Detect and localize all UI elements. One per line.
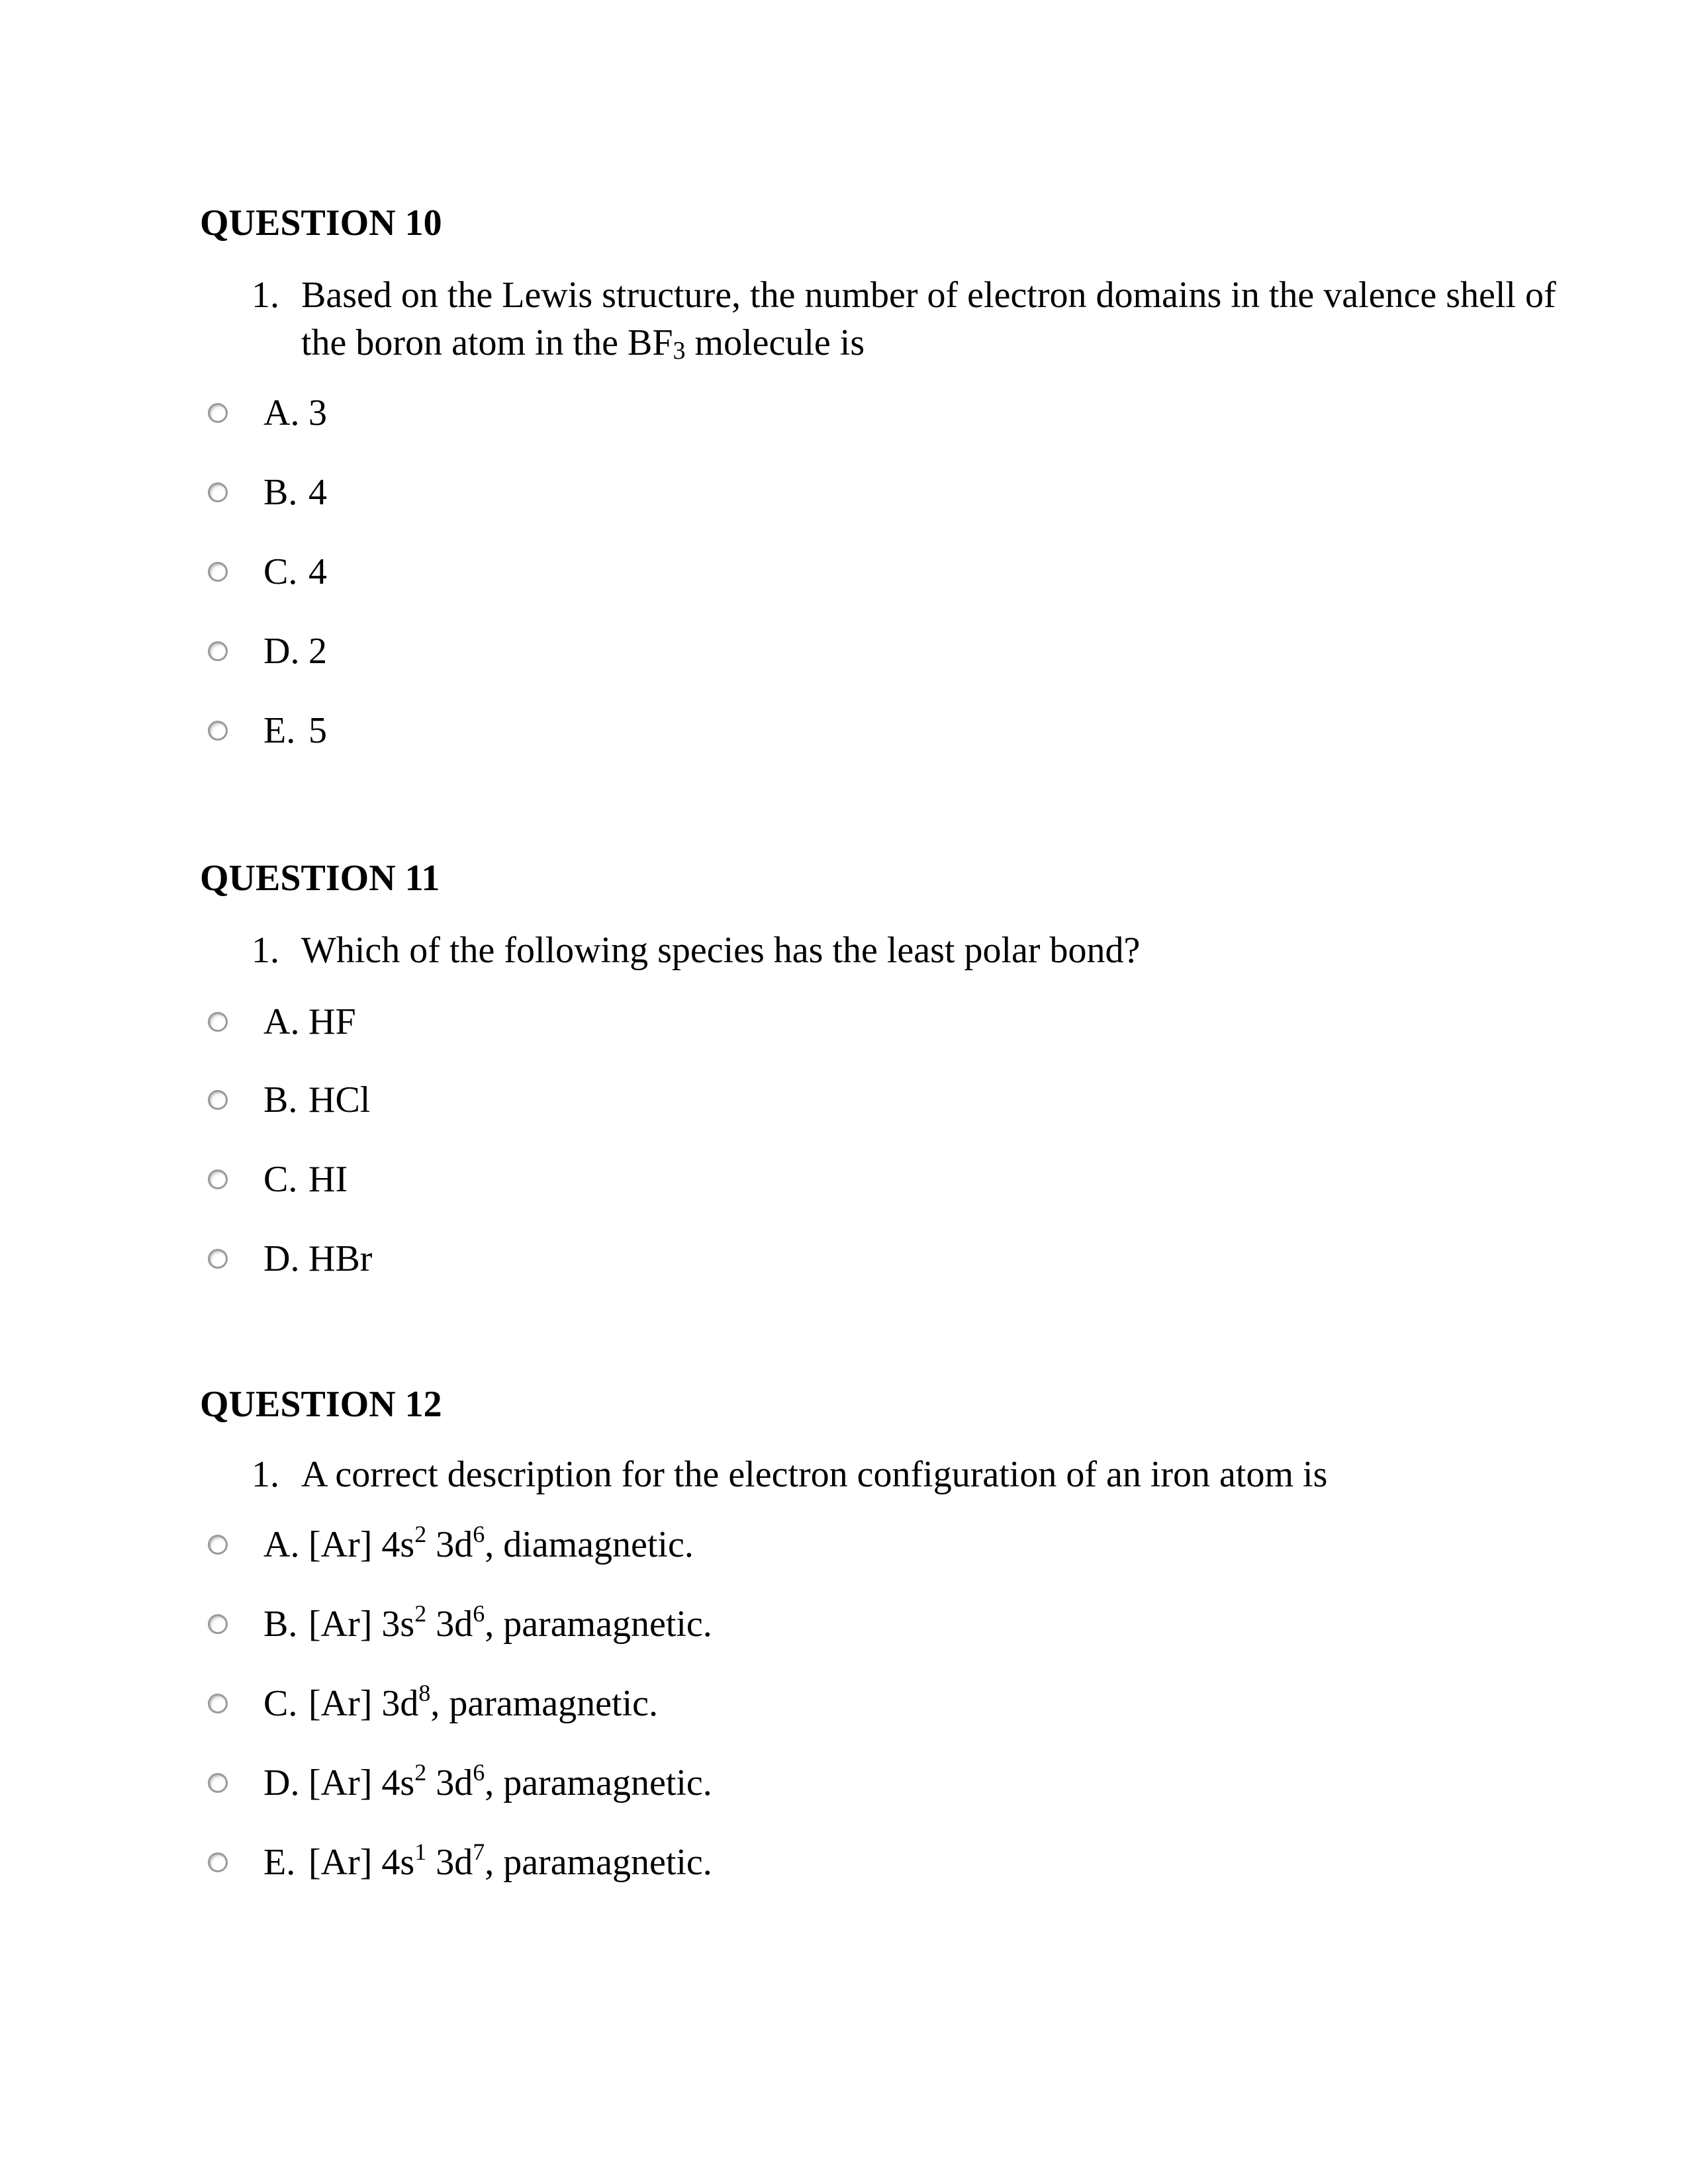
question-stem [252,1451,1562,1498]
option-letter: B. [263,472,298,513]
answer-option-b[interactable] [208,1079,1201,1121]
option-letter: E. [263,710,296,751]
option-text: HBr [308,1238,373,1279]
radio-button[interactable] [208,482,228,502]
item-number: 1. [252,1454,279,1495]
option-letter: C. [263,1683,298,1724]
option-letter: E. [263,1842,296,1883]
option-text: [Ar] $4s^2$ $3d^6$, diamagnetic. [308,1521,694,1565]
answer-option-c[interactable] [208,1158,1201,1201]
option-text: 5 [308,710,327,751]
option-letter: B. [263,1079,298,1120]
question-title: QUESTION 10 [200,203,442,244]
item-number: 1. [252,930,279,971]
question-text: Based on the Lewis structure, the number of electron domains in the valence shell of the boron atom in the $BF_3$ molecule is [301,275,1556,365]
option-letter: A. [263,392,300,433]
radio-button[interactable] [208,403,228,423]
radio-button[interactable] [208,1614,228,1634]
option-letter: A. [263,1524,300,1565]
answer-option-e[interactable] [208,1841,1201,1884]
option-text: 2 [308,631,327,672]
option-text: [Ar] $4s^1$ $3d^7$, paramagnetic. [308,1839,712,1883]
subscript: 3 [673,337,686,365]
option-text: [Ar] $3d^8$, paramagnetic. [308,1680,658,1724]
answer-option-b[interactable] [208,1600,1201,1645]
answer-option-d[interactable] [208,1759,1201,1804]
answer-option-c[interactable] [208,1682,1201,1725]
option-letter: D. [263,631,300,672]
question-stem [252,271,1562,367]
answer-option-a[interactable] [208,392,1201,434]
option-letter: B. [263,1604,298,1645]
radio-button[interactable] [208,1090,228,1110]
option-text: [Ar] $3s^2$ $3d^6$, paramagnetic. [308,1600,712,1645]
question-stem [252,927,1562,974]
radio-button[interactable] [208,1773,228,1793]
question-text: Which of the following species has the least polar bond? [301,930,1141,971]
answer-option-d[interactable] [208,1238,1201,1280]
answer-option-c[interactable] [208,551,1201,593]
radio-button[interactable] [208,1852,228,1872]
item-number: 1. [252,275,279,316]
radio-button[interactable] [208,1535,228,1555]
answer-option-a[interactable] [208,1001,1201,1043]
option-letter: D. [263,1762,300,1803]
option-text: HF [308,1001,356,1042]
answer-option-e[interactable] [208,709,1201,752]
option-letter: A. [263,1001,300,1042]
option-text: HI [308,1159,348,1200]
radio-button[interactable] [208,1012,228,1032]
radio-button[interactable] [208,562,228,582]
question-title: QUESTION 12 [200,1384,442,1425]
option-text: 4 [308,472,327,513]
radio-button[interactable] [208,641,228,661]
question-text: A correct description for the electron configuration of an iron atom is [301,1454,1328,1495]
radio-button[interactable] [208,721,228,741]
question-title: QUESTION 11 [200,858,440,899]
option-text: [Ar] $4s^2$ $3d^6$, paramagnetic. [308,1759,712,1803]
radio-button[interactable] [208,1169,228,1189]
answer-option-d[interactable] [208,630,1201,672]
option-letter: C. [263,551,298,592]
option-text: 4 [308,551,327,592]
radio-button[interactable] [208,1694,228,1713]
radio-button[interactable] [208,1249,228,1269]
answer-option-a[interactable] [208,1521,1201,1566]
option-letter: D. [263,1238,300,1279]
option-text: HCl [308,1079,371,1120]
option-letter: C. [263,1159,298,1200]
answer-option-b[interactable] [208,471,1201,514]
option-text: 3 [308,392,327,433]
